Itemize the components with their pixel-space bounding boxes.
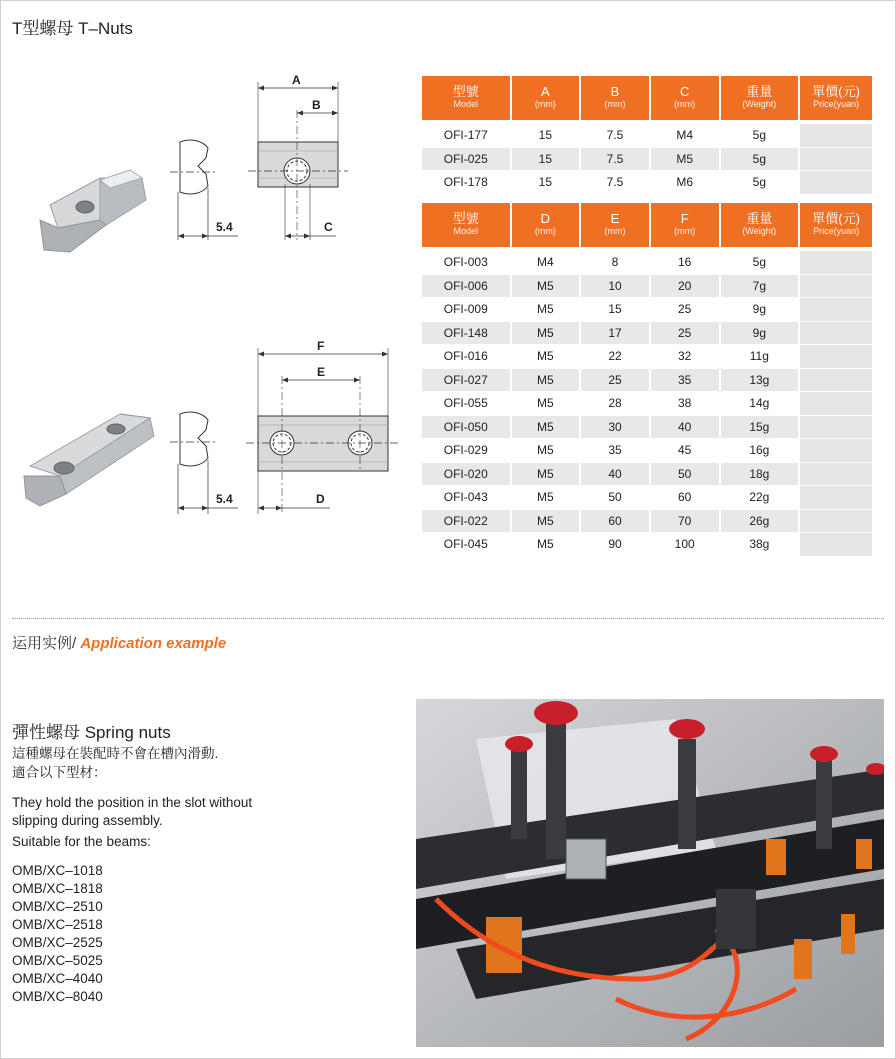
spring-zh-line-1: 這種螺母在裝配時不會在槽內滑動. <box>12 746 219 761</box>
column-header-unit: (mm) <box>674 99 696 109</box>
table-row <box>422 392 872 416</box>
table-cell: 25 <box>651 298 719 322</box>
model-cell: OFI-006 <box>422 275 510 299</box>
column-header <box>651 203 719 251</box>
column-header-label: B <box>610 84 620 99</box>
column-header-unit: Model <box>453 226 479 236</box>
column-header-label: 型號 <box>452 211 479 226</box>
price-cell <box>800 322 872 346</box>
table-cell: M5 <box>512 275 580 299</box>
table-cell: 50 <box>581 486 649 510</box>
table-cell: M5 <box>512 416 580 440</box>
table-cell: M5 <box>512 322 580 346</box>
column-header-unit: (Weight) <box>742 226 777 236</box>
column-header <box>512 203 580 251</box>
dim-f-label: F <box>317 339 325 353</box>
table-cell: 7.5 <box>581 171 649 195</box>
table-cell: 16 <box>651 251 719 275</box>
table-cell: M4 <box>512 251 580 275</box>
price-cell <box>800 416 872 440</box>
price-cell <box>800 171 872 195</box>
model-cell: OFI-055 <box>422 392 510 416</box>
dim-c-label: C <box>324 220 333 234</box>
table-cell: 70 <box>651 510 719 534</box>
column-header-unit: Model <box>453 99 479 109</box>
model-cell: OFI-050 <box>422 416 510 440</box>
table-row <box>422 148 872 172</box>
price-cell <box>800 533 872 557</box>
table-cell: 9g <box>721 298 799 322</box>
model-cell: OFI-022 <box>422 510 510 534</box>
table-cell: 5g <box>721 251 799 275</box>
table-cell: M5 <box>512 392 580 416</box>
table-cell: 15 <box>512 171 580 195</box>
table-cell: M5 <box>651 148 719 172</box>
table-cell: 35 <box>581 439 649 463</box>
table-cell: 10 <box>581 275 649 299</box>
dim-b-label: B <box>312 98 321 112</box>
model-cell: OFI-003 <box>422 251 510 275</box>
table-cell: 5g <box>721 148 799 172</box>
column-header <box>800 76 872 124</box>
column-header <box>422 203 510 251</box>
table-cell: 38 <box>651 392 719 416</box>
spring-zh-line-2: 適合以下型材： <box>12 765 107 780</box>
price-cell <box>800 392 872 416</box>
column-header <box>422 76 510 124</box>
t-nut-single-3d-image <box>40 170 146 252</box>
model-cell: OFI-178 <box>422 171 510 195</box>
table-cell: 30 <box>581 416 649 440</box>
table-cell: 5g <box>721 171 799 195</box>
beam-item: OMB/XC–1818 <box>12 881 103 896</box>
column-header <box>721 76 799 124</box>
table-cell: 28 <box>581 392 649 416</box>
column-header-label: 單價(元) <box>812 84 860 99</box>
price-cell <box>800 148 872 172</box>
table-cell: M6 <box>651 171 719 195</box>
table-cell: M5 <box>512 486 580 510</box>
t-nut-single-drawing <box>30 70 410 270</box>
table-cell: 26g <box>721 510 799 534</box>
table-cell: 7g <box>721 275 799 299</box>
table-cell: 15g <box>721 416 799 440</box>
spring-en-line-3: Suitable for the beams: <box>12 834 151 849</box>
table-row <box>422 439 872 463</box>
t-nut-double-3d-image <box>24 414 154 506</box>
table-row <box>422 171 872 195</box>
table-cell: 22 <box>581 345 649 369</box>
column-header-label: D <box>540 211 551 226</box>
table-cell: 40 <box>581 463 649 487</box>
column-header-label: C <box>679 84 690 99</box>
price-cell <box>800 298 872 322</box>
beam-item: OMB/XC–5025 <box>12 953 103 968</box>
column-header-label: E <box>610 211 620 226</box>
table-cell: 38g <box>721 533 799 557</box>
model-cell: OFI-045 <box>422 533 510 557</box>
table-cell: M5 <box>512 369 580 393</box>
table-cell: 32 <box>651 345 719 369</box>
dim-5.4-label-2: 5.4 <box>216 492 233 506</box>
table-cell: M5 <box>512 345 580 369</box>
table-cell: M5 <box>512 298 580 322</box>
table-cell: 50 <box>651 463 719 487</box>
column-header-unit: (mm) <box>534 226 556 236</box>
model-cell: OFI-029 <box>422 439 510 463</box>
model-cell: OFI-025 <box>422 148 510 172</box>
column-header <box>721 203 799 251</box>
column-header-unit: (mm) <box>604 226 626 236</box>
price-cell <box>800 463 872 487</box>
application-heading-en: Application example <box>80 635 227 652</box>
model-cell: OFI-148 <box>422 322 510 346</box>
t-nut-double-drawing <box>20 336 410 526</box>
beam-item: OMB/XC–2510 <box>12 899 103 914</box>
table-cell: 18g <box>721 463 799 487</box>
column-header-unit: (mm) <box>534 99 556 109</box>
table-cell: 25 <box>581 369 649 393</box>
column-header <box>651 76 719 124</box>
price-cell <box>800 486 872 510</box>
section-divider <box>12 618 884 619</box>
spring-nuts-title: 彈性螺母 Spring nuts <box>12 723 171 742</box>
table-row <box>422 463 872 487</box>
column-header <box>581 76 649 124</box>
price-cell <box>800 124 872 148</box>
table-row <box>422 416 872 440</box>
column-header-unit: Price(yuan) <box>813 99 860 109</box>
table-cell: 40 <box>651 416 719 440</box>
model-cell: OFI-043 <box>422 486 510 510</box>
column-header <box>581 203 649 251</box>
column-header-label: 重量 <box>746 211 773 226</box>
table-cell: 20 <box>651 275 719 299</box>
beam-item: OMB/XC–2525 <box>12 935 103 950</box>
beam-item: OMB/XC–2518 <box>12 917 103 932</box>
table-cell: 16g <box>721 439 799 463</box>
model-cell: OFI-020 <box>422 463 510 487</box>
table-cell: 13g <box>721 369 799 393</box>
table-cell: 17 <box>581 322 649 346</box>
spec-table-1 <box>420 76 874 195</box>
table-cell: 9g <box>721 322 799 346</box>
table-cell: M5 <box>512 510 580 534</box>
column-header-label: 單價(元) <box>812 211 860 226</box>
column-header-unit: (mm) <box>604 99 626 109</box>
column-header-unit: (mm) <box>674 226 696 236</box>
price-cell <box>800 275 872 299</box>
page-title: T型螺母 T–Nuts <box>12 19 133 38</box>
application-heading-zh: 运用实例/ <box>12 635 81 652</box>
table-cell: 45 <box>651 439 719 463</box>
beam-item: OMB/XC–1018 <box>12 863 103 878</box>
column-header <box>800 203 872 251</box>
table-cell: 11g <box>721 345 799 369</box>
price-cell <box>800 345 872 369</box>
model-cell: OFI-027 <box>422 369 510 393</box>
table-cell: 15 <box>512 148 580 172</box>
beam-item: OMB/XC–4040 <box>12 971 103 986</box>
table-cell: 15 <box>581 298 649 322</box>
table-row <box>422 322 872 346</box>
table-cell: M5 <box>512 533 580 557</box>
table-cell: 5g <box>721 124 799 148</box>
beam-list <box>12 862 103 1006</box>
table-cell: 100 <box>651 533 719 557</box>
table-cell: 22g <box>721 486 799 510</box>
application-heading <box>12 632 226 653</box>
column-header-unit: (Weight) <box>742 99 777 109</box>
spring-en-line-2: slipping during assembly. <box>12 813 163 828</box>
price-cell <box>800 439 872 463</box>
table-row <box>422 275 872 299</box>
dim-e-label: E <box>317 365 326 379</box>
beam-item: OMB/XC–8040 <box>12 989 103 1004</box>
dim-a-label: A <box>292 73 301 87</box>
model-cell: OFI-009 <box>422 298 510 322</box>
price-cell <box>800 510 872 534</box>
table-row <box>422 251 872 275</box>
table-cell: M5 <box>512 439 580 463</box>
dim-5.4-label-1: 5.4 <box>216 220 233 234</box>
table-cell: M4 <box>651 124 719 148</box>
table-cell: 7.5 <box>581 148 649 172</box>
table-row <box>422 510 872 534</box>
table-row <box>422 298 872 322</box>
application-photo <box>416 699 884 1047</box>
table-row <box>422 486 872 510</box>
price-cell <box>800 251 872 275</box>
table-row <box>422 369 872 393</box>
table-cell: 60 <box>651 486 719 510</box>
column-header <box>512 76 580 124</box>
dim-d-label: D <box>316 492 325 506</box>
spring-en-line-1: They hold the position in the slot without <box>12 795 253 810</box>
column-header-label: 型號 <box>452 84 479 99</box>
price-cell <box>800 369 872 393</box>
column-header-unit: Price(yuan) <box>813 226 860 236</box>
table-row <box>422 345 872 369</box>
model-cell: OFI-177 <box>422 124 510 148</box>
table-cell: 8 <box>581 251 649 275</box>
column-header-label: 重量 <box>746 84 773 99</box>
table-cell: 15 <box>512 124 580 148</box>
table-cell: 14g <box>721 392 799 416</box>
column-header-label: F <box>680 211 689 226</box>
model-cell: OFI-016 <box>422 345 510 369</box>
table-cell: 25 <box>651 322 719 346</box>
column-header-label: A <box>541 84 550 99</box>
table-row <box>422 533 872 557</box>
table-cell: 90 <box>581 533 649 557</box>
spec-table-2 <box>420 203 874 557</box>
table-cell: 60 <box>581 510 649 534</box>
table-cell: M5 <box>512 463 580 487</box>
table-cell: 35 <box>651 369 719 393</box>
table-row <box>422 124 872 148</box>
table-cell: 7.5 <box>581 124 649 148</box>
